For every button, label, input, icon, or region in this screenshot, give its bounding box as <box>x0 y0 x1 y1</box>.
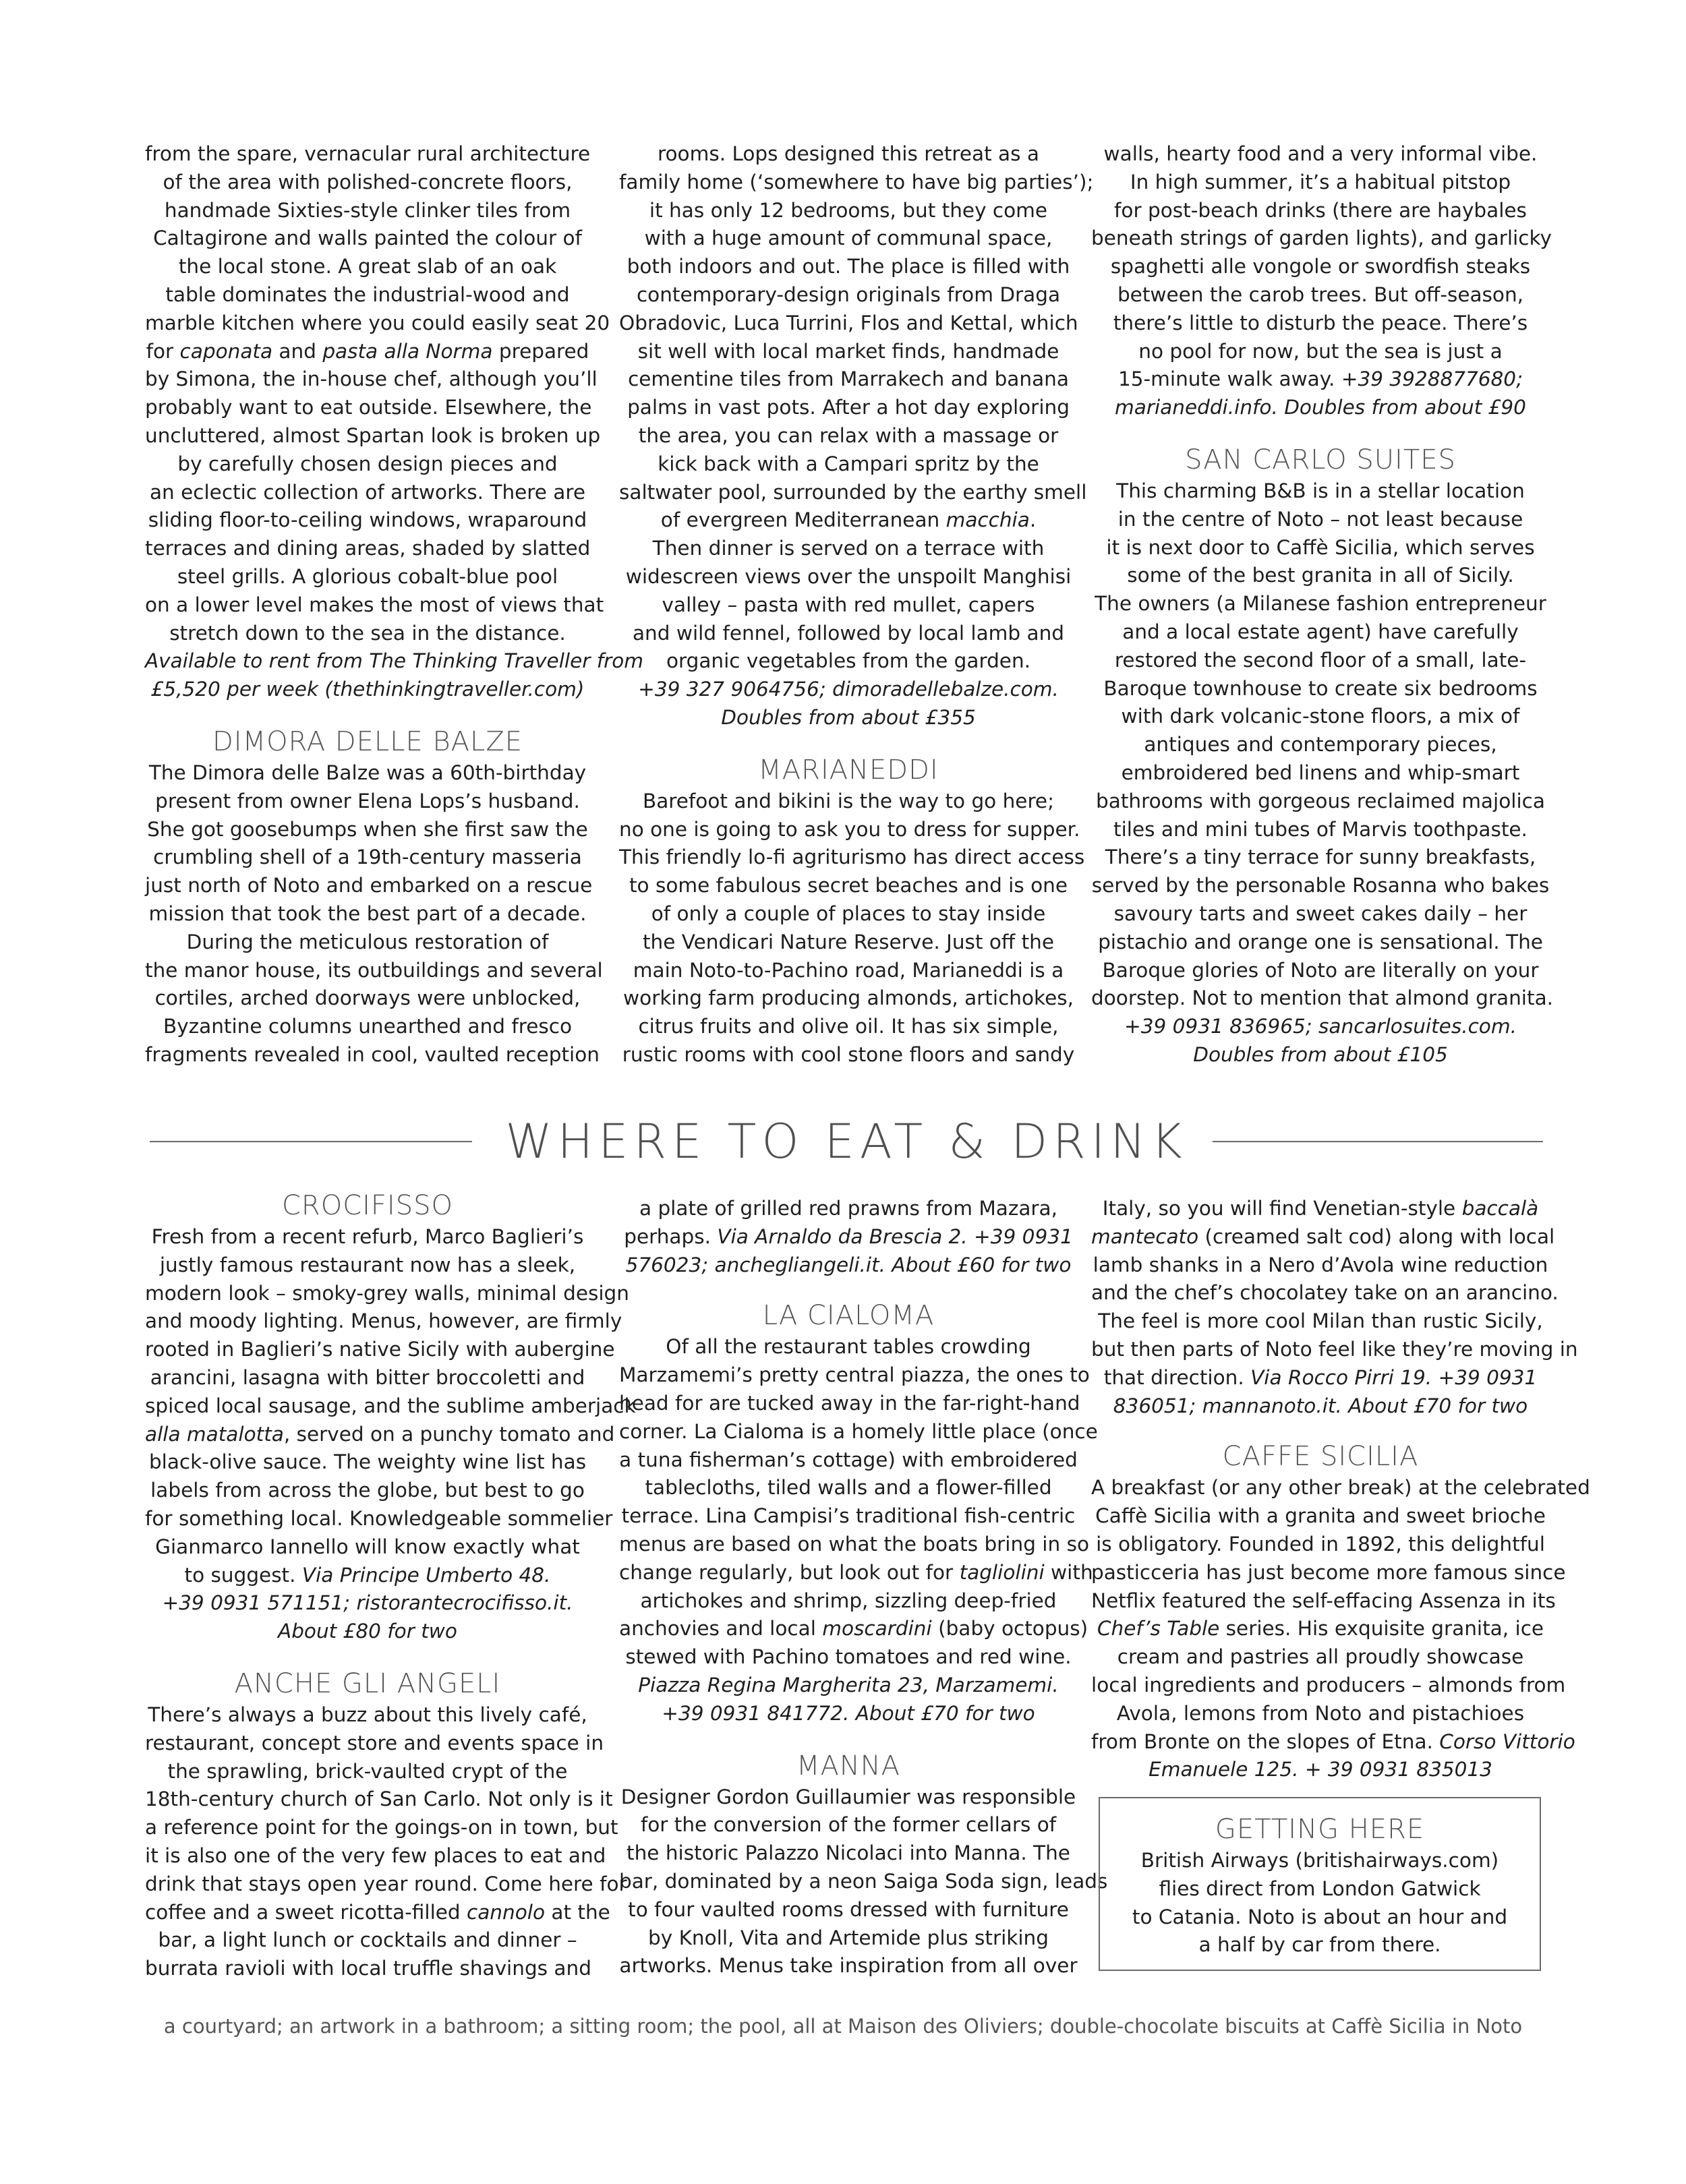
text-line: cortiles, arched doorways were unblocked, <box>154 986 581 1010</box>
text-line: The feel is more cool Milan than rustic Sicily, <box>1098 1309 1543 1333</box>
text-line: 18th-century church of San Carlo. Not only is it <box>145 1788 613 1811</box>
heading-getting-here: GETTING HERE <box>1215 1814 1425 1845</box>
text-line: for caponata and pasta alla Norma prepared <box>146 339 589 363</box>
text-line: Gianmarco Iannello will know exactly what <box>155 1535 580 1558</box>
text-line: A breakfast (or any other break) at the celebrated <box>1091 1476 1590 1500</box>
text-line: pistachio and orange one is sensational. The <box>1098 930 1543 953</box>
text-line: the Vendicari Nature Reserve. Just off the <box>642 930 1055 953</box>
text-line: £5,520 per week (thethinkingtraveller.com) <box>150 678 585 701</box>
section-title: WHERE TO EAT & DRINK <box>505 1114 1188 1169</box>
heading-anche-gli-angeli: ANCHE GLI ANGELI <box>234 1667 501 1699</box>
text-line: a reference point for the goings-on in town, but <box>145 1816 618 1839</box>
text-line: an eclectic collection of artworks. There are <box>149 480 586 504</box>
text-line: flies direct from London Gatwick <box>1159 1877 1481 1900</box>
text-line: Marzamemi’s pretty central piazza, the ones to <box>619 1363 1090 1387</box>
text-line: British Airways (britishairways.com) <box>1140 1849 1499 1872</box>
text-line: Caffè Sicilia with a granita and sweet brioche <box>1095 1504 1546 1528</box>
column-1-lower <box>145 1188 636 1983</box>
text-line: 15-minute walk away. +39 3928877680; <box>1117 367 1523 391</box>
text-line: stretch down to the sea in the distance. <box>169 621 566 645</box>
text-line: contemporary-design originals from Draga <box>636 283 1061 306</box>
text-line: crumbling shell of a 19th-century masseria <box>153 846 582 869</box>
text-line: bathrooms with gorgeous reclaimed majolica <box>1096 789 1545 813</box>
text-line: there’s little to disturb the peace. There’s <box>1113 311 1528 334</box>
text-line: main Noto-to-Pachino road, Marianeddi is a <box>633 958 1064 982</box>
text-line: of the area with polished-concrete floors, <box>163 170 573 194</box>
text-line: no pool for now, but the sea is just a <box>1138 339 1503 363</box>
text-line: During the meticulous restoration of <box>186 930 549 953</box>
heading-san-carlo-suites: SAN CARLO SUITES <box>1185 444 1456 475</box>
text-line: +39 0931 841772. About £70 for two <box>662 1701 1035 1725</box>
heading-manna: MANNA <box>796 1750 901 1781</box>
text-line: walls, hearty food and a very informal vibe. <box>1103 142 1538 165</box>
text-line: Caltagirone and walls painted the colour of <box>153 227 582 250</box>
text-line: from the spare, vernacular rural architecture <box>145 142 591 165</box>
san-carlo-suites-text <box>1091 477 1554 1069</box>
text-line: Doubles from about £355 <box>721 705 976 729</box>
text-line: pasticceria has just become more famous since <box>1091 1560 1566 1584</box>
text-line: present from owner Elena Lops’s husband. <box>155 789 580 813</box>
marianeddi-continued <box>1091 140 1550 422</box>
text-line: by Simona, the in-house chef, although you’ll <box>145 367 598 391</box>
text-line: with a huge amount of communal space, <box>644 227 1053 250</box>
text-line: modern look – smoky-grey walls, minimal design <box>145 1281 629 1305</box>
text-line: from Bronte on the slopes of Etna. Corso Vittorio <box>1091 1730 1575 1753</box>
text-line: probably want to eat outside. Elsewhere, the <box>145 396 592 419</box>
dimora-delle-balze-continued <box>619 140 1094 732</box>
text-line: Baroque glories of Noto are literally on your <box>1102 958 1539 982</box>
anche-gli-angeli-continued <box>619 1195 1078 1279</box>
text-line: it is next door to Caffè Sicilia, which serves <box>1106 535 1535 559</box>
header-rule-right <box>1213 1141 1543 1142</box>
text-line: Baroque townhouse to create six bedrooms <box>1103 676 1538 700</box>
text-line: and moody lighting. Menus, however, are firmly <box>145 1309 622 1333</box>
text-line: working farm producing almonds, artichokes, <box>623 986 1074 1010</box>
text-line: justly famous restaurant now has a sleek, <box>159 1253 576 1276</box>
text-line: mantecato (creamed salt cod) along with local <box>1091 1224 1555 1248</box>
text-line: burrata ravioli with local truffle shavings and <box>145 1957 591 1980</box>
text-line: and the chef’s chocolatey take on an arancino. <box>1091 1281 1559 1305</box>
text-line: local ingredients and producers – almonds from <box>1091 1673 1566 1696</box>
text-line: and wild fennel, followed by local lamb and <box>632 621 1065 645</box>
text-line: stewed with Pachino tomatoes and red wine. <box>625 1645 1072 1669</box>
text-line: both indoors and out. The place is filled with <box>627 255 1070 278</box>
text-line: There’s always a buzz about this lively café, <box>148 1703 587 1726</box>
text-line: a half by car from there. <box>1198 1933 1441 1957</box>
text-line: savoury tarts and sweet cakes daily – her <box>1113 902 1528 925</box>
text-line: handmade Sixties-style clinker tiles from <box>164 198 571 222</box>
text-line: Designer Gordon Guillaumier was responsible <box>620 1785 1076 1808</box>
text-line: arancini, lasagna with bitter broccoletti and <box>150 1365 585 1389</box>
manna-continued <box>1091 1195 1578 1420</box>
text-line: for something local. Knowledgeable sommelier <box>145 1506 613 1530</box>
text-line: restored the second floor of a small, late- <box>1114 648 1527 672</box>
text-line: family home (‘somewhere to have big parties’); <box>619 170 1094 194</box>
text-line: fragments revealed in cool, vaulted reception <box>145 1042 600 1066</box>
text-line: just north of Noto and embarked on a rescue <box>145 874 593 897</box>
getting-here-box <box>1099 1797 1541 1971</box>
text-line: She got goosebumps when she first saw the <box>147 817 588 841</box>
text-line: spiced local sausage, and the sublime amberjack <box>145 1394 636 1417</box>
text-line: In high summer, it’s a habitual pitstop <box>1130 170 1511 194</box>
text-line: mission that took the best part of a decade. <box>148 902 587 925</box>
text-line: Italy, so you will find Venetian-style baccalà <box>1102 1197 1539 1220</box>
text-line: and a local estate agent) have carefully <box>1122 620 1519 643</box>
text-line: terrace. Lina Campisi’s traditional fish-centric <box>621 1504 1076 1528</box>
dimora-delle-balze-text <box>145 759 603 1069</box>
text-line: widescreen views over the unspoilt Manghisi <box>625 564 1072 588</box>
text-line: it has only 12 bedrooms, but they come <box>649 198 1048 222</box>
anche-gli-angeli-text <box>145 1701 627 1983</box>
text-line: Piazza Regina Margherita 23, Marzamemi. <box>638 1673 1059 1696</box>
text-line: beneath strings of garden lights), and garlicky <box>1091 227 1552 250</box>
text-line: head for are tucked away in the far-right-hand <box>619 1391 1080 1415</box>
text-line: perhaps. Via Arnaldo da Brescia 2. +39 0931 <box>624 1224 1073 1248</box>
text-line: to suggest. Via Principe Umberto 48. <box>184 1563 551 1587</box>
column-3-upper <box>1091 140 1554 1069</box>
text-line: it is also one of the very few places to eat and <box>145 1843 606 1867</box>
text-line: no one is going to ask you to dress for supper. <box>619 817 1080 841</box>
text-line: There’s a tiny terrace for sunny breakfasts, <box>1105 846 1536 869</box>
text-line: on a lower level makes the most of views that <box>145 593 604 616</box>
column-3-lower <box>1091 1195 1590 1784</box>
text-line: The Dimora delle Balze was a 60th-birthday <box>148 761 587 784</box>
text-line: labels from across the globe, but best to go <box>150 1479 585 1502</box>
heading-marianeddi: MARIANEDDI <box>758 754 939 786</box>
text-line: Available to rent from The Thinking Traveller from <box>145 649 644 673</box>
text-line: valley – pasta with red mullet, capers <box>662 593 1035 616</box>
text-line: served by the personable Rosanna who bakes <box>1091 874 1550 897</box>
text-line: cementine tiles from Marrakech and banana <box>628 367 1069 391</box>
getting-here-text <box>1100 1847 1540 1959</box>
text-line: to Catania. Noto is about an hour and <box>1132 1905 1508 1928</box>
text-line: by carefully chosen design pieces and <box>177 452 558 475</box>
text-line: 576023; anchegliangeli.it. About £60 for two <box>625 1253 1072 1276</box>
text-line: change regularly, but look out for tagliolini with <box>619 1560 1093 1584</box>
header-rule-left <box>150 1141 472 1142</box>
text-line: sit well with local market finds, handmade <box>637 339 1059 363</box>
text-line: by Knoll, Vita and Artemide plus striking <box>648 1926 1049 1949</box>
heading-la-cialoma: LA CIALOMA <box>762 1300 935 1332</box>
text-line: Avola, lemons from Noto and pistachioes <box>1116 1701 1525 1725</box>
text-line: uncluttered, almost Spartan look is broken up <box>145 423 601 447</box>
text-line: rooms. Lops designed this retreat as a <box>658 142 1039 165</box>
text-line: alla matalotta, served on a punchy tomato and <box>145 1422 615 1446</box>
text-line: table dominates the industrial-wood and <box>165 283 570 306</box>
text-line: coffee and a sweet ricotta-filled cannolo at the <box>145 1900 610 1924</box>
section-header <box>150 1111 1543 1172</box>
column-2-lower <box>619 1195 1108 1980</box>
text-line: Obradovic, Luca Turrini, Flos and Kettal, which <box>619 311 1078 334</box>
column-1-upper <box>145 140 644 1069</box>
text-line: of only a couple of places to stay inside <box>651 902 1046 925</box>
text-line: cream and pastries all proudly showcase <box>1117 1645 1524 1669</box>
text-line: a tuna fisherman’s cottage) with embroidered <box>619 1448 1078 1471</box>
text-line: doorstep. Not to mention that almond granita. <box>1091 986 1554 1010</box>
text-line: citrus fruits and olive oil. It has six simple, <box>638 1015 1059 1038</box>
manna-text <box>619 1783 1108 1981</box>
crocifisso-text <box>145 1223 636 1646</box>
text-line: sliding floor-to-ceiling windows, wraparound <box>148 508 587 532</box>
text-line: some of the best granita in all of Sicily. <box>1127 564 1514 587</box>
text-line: lamb shanks in a Nero d’Avola wine reduction <box>1093 1253 1548 1276</box>
text-line: to four vaulted rooms dressed with furniture <box>628 1897 1069 1921</box>
text-line: corner. La Cialoma is a homely little place (once <box>619 1419 1098 1443</box>
text-line: Of all the restaurant tables crowding <box>666 1335 1031 1359</box>
text-line: the sprawling, brick-vaulted crypt of the <box>167 1759 568 1783</box>
text-line: embroidered bed linens and whip-smart <box>1121 761 1520 784</box>
heading-crocifisso: CROCIFISSO <box>281 1190 453 1221</box>
photo-caption: a courtyard; an artwork in a bathroom; a sitting room; the pool, all at Maison des Oliviers; double-chocolate biscuits at Caffè Sicilia in Noto <box>163 2015 1523 2038</box>
text-line: organic vegetables from the garden. <box>666 649 1031 673</box>
text-line: spaghetti alle vongole or swordfish steaks <box>1110 255 1531 278</box>
text-line: black-olive sauce. The weighty wine list has <box>148 1450 587 1474</box>
text-line: bar, dominated by a neon Saiga Soda sign, leads <box>619 1869 1108 1893</box>
text-line: the manor house, its outbuildings and several <box>145 958 603 982</box>
text-line: +39 0931 836965; sancarlosuites.com. <box>1124 1015 1517 1038</box>
text-line: +39 0931 571151; ristorantecrocifisso.it. <box>162 1591 573 1615</box>
text-line: steel grills. A glorious cobalt-blue pool <box>177 564 558 588</box>
text-line: to some fabulous secret beaches and is one <box>629 874 1068 897</box>
text-line: Fresh from a recent refurb, Marco Baglieri’s <box>151 1225 584 1248</box>
text-line: About £80 for two <box>278 1620 457 1643</box>
text-line: restaurant, concept store and events space in <box>145 1731 604 1754</box>
column-2-upper <box>619 140 1094 1069</box>
text-line: Doubles from about £105 <box>1193 1042 1448 1066</box>
text-line: between the carob trees. But off-season, <box>1117 283 1524 306</box>
caffe-sicilia-text <box>1091 1474 1590 1784</box>
text-line: Chef’s Table series. His exquisite granita, ice <box>1097 1617 1544 1641</box>
text-line: in the centre of Noto – not least because <box>1117 507 1523 531</box>
text-line: This friendly lo-fi agriturismo has direct access <box>619 846 1085 869</box>
text-line: antiques and contemporary pieces, <box>1144 733 1497 757</box>
text-line: Then dinner is served on a terrace with <box>652 537 1045 560</box>
text-line: tiles and mini tubes of Marvis toothpaste. <box>1113 817 1528 841</box>
text-line: 836051; mannanoto.it. About £70 for two <box>1113 1394 1528 1417</box>
text-line: +39 327 9064756; dimoradellebalze.com. <box>638 678 1059 701</box>
text-line: but then parts of Noto feel like they’re moving in <box>1091 1337 1578 1361</box>
text-line: with dark volcanic-stone floors, a mix of <box>1121 705 1520 728</box>
text-line: saltwater pool, surrounded by the earthy smell <box>619 480 1087 504</box>
text-line: marble kitchen where you could easily seat 20 <box>145 311 610 334</box>
text-line: Netflix featured the self-effacing Assenza in its <box>1091 1589 1556 1612</box>
text-line: artichokes and shrimp, sizzling deep-fried <box>640 1589 1057 1612</box>
text-line: bar, a light lunch or cocktails and dinner – <box>158 1928 577 1952</box>
text-line: The owners (a Milanese fashion entrepreneur <box>1095 592 1546 616</box>
text-line: rustic rooms with cool stone floors and sandy <box>622 1042 1075 1066</box>
marianeddi-text <box>619 788 1085 1069</box>
heading-dimora-delle-balze: DIMORA DELLE BALZE <box>212 726 523 757</box>
la-cialoma-text <box>619 1333 1098 1728</box>
text-line: Emanuele 125. + 39 0931 835013 <box>1149 1758 1492 1781</box>
text-line: for the conversion of the former cellars of <box>640 1813 1057 1837</box>
text-line: Byzantine columns unearthed and fresco <box>163 1015 573 1038</box>
text-line: the historic Palazzo Nicolaci into Manna. The <box>627 1841 1070 1865</box>
text-line: is obligatory. Founded in 1892, this delightful <box>1096 1532 1545 1556</box>
text-line: that direction. Via Rocco Pirri 19. +39 0931 <box>1103 1365 1538 1389</box>
text-line: artworks. Menus take inspiration from all over <box>619 1954 1078 1978</box>
text-line: kick back with a Campari spritz by the <box>658 452 1039 475</box>
text-line: palms in vast pots. After a hot day exploring <box>627 396 1070 419</box>
text-line: tablecloths, tiled walls and a flower-filled <box>645 1476 1052 1500</box>
maison-article-end <box>145 140 644 704</box>
text-line: for post-beach drinks (there are haybales <box>1114 198 1527 222</box>
text-line: terraces and dining areas, shaded by slatted <box>145 537 591 560</box>
text-line: drink that stays open year round. Come here for <box>145 1872 627 1895</box>
text-line: of evergreen Mediterranean macchia. <box>660 508 1037 532</box>
text-line: rooted in Baglieri’s native Sicily with aubergine <box>145 1338 615 1361</box>
text-line: anchovies and local moscardini (baby octopus) <box>619 1617 1088 1641</box>
text-line: the area, you can relax with a massage or <box>638 423 1059 447</box>
text-line: This charming B&B is in a stellar location <box>1116 479 1525 502</box>
text-line: the local stone. A great slab of an oak <box>178 255 557 278</box>
text-line: Barefoot and bikini is the way to go here; <box>642 789 1055 813</box>
heading-caffe-sicilia: CAFFE SICILIA <box>1222 1441 1419 1473</box>
text-line: menus are based on what the boats bring in so <box>619 1532 1089 1556</box>
text-line: a plate of grilled red prawns from Mazara, <box>639 1197 1057 1220</box>
text-line: marianeddi.info. Doubles from about £90 <box>1115 396 1526 419</box>
